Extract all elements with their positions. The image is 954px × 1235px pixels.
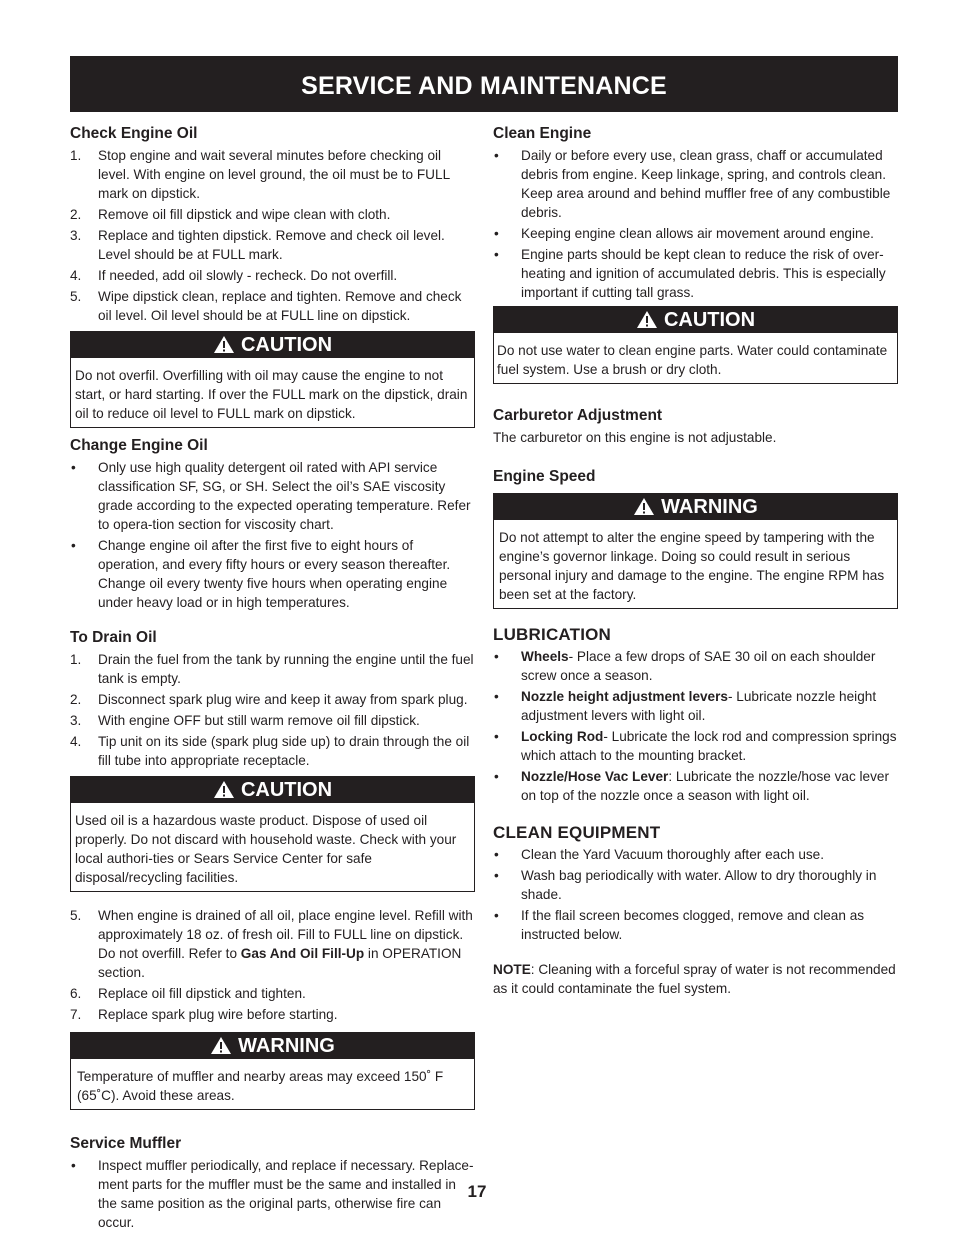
section-clean-equipment [493,823,898,944]
bullet: • [71,460,76,475]
item-number: 7. [70,1007,82,1022]
item-number: 1. [70,652,82,667]
item-number: 5. [70,908,82,923]
item-number: 2. [70,692,82,707]
item-text: : Lubricate the nozzle/hose vac lever on top of the nozzle once a season with light oil. [521,769,889,803]
bullet: • [494,689,499,704]
page-number: 17 [467,1182,487,1201]
drain-oil-list-continued [70,906,475,1024]
cross-reference: Gas And Oil Fill-Up [240,946,365,961]
note-label: NOTE [493,962,531,977]
item-text: Daily or before every use, clean grass, chaff or accumulated debris from engine. Keep linkage, spring, and controls clean. Keep area around and behind muffler free of any combustible debris. [521,148,891,220]
item-text: in OPERATION section. [98,946,462,980]
section-check-engine-oil [70,124,475,325]
section-carburetor [493,406,898,447]
left-column [70,124,475,1234]
warning-triangle-icon [636,310,658,336]
note-text: : Cleaning with a forceful spray of water is not recommended as it could contaminate the fuel system. [493,962,896,996]
warning-triangle-icon [213,335,235,361]
warning-triangle-icon [633,497,655,523]
section-change-engine-oil [70,436,475,612]
item-text: Wash bag periodically with water. Allow to dry thoroughly in shade. [521,868,877,902]
section-title: Carburetor Adjustment [493,407,663,424]
bullet: • [494,908,499,923]
list-item [493,767,898,805]
note-paragraph [493,960,898,998]
list-item [70,984,475,1003]
item-text: Replace and tighten dipstick. Remove and check oil level. Level should be at FULL mark. [98,228,445,262]
item-term: Nozzle/Hose Vac Lever [521,769,669,784]
item-text: Inspect muffler periodically, and replace if necessary. Replace-ment parts for the muffler must be the same and installed in the same position as the original parts, otherwise fire can occur. [98,1158,474,1230]
item-text: Disconnect spark plug wire and keep it away from spark plug. [98,692,468,707]
change-oil-list [70,458,475,612]
section-title: LUBRICATION [493,625,612,644]
item-text: Change engine oil after the first five to eight hours of operation, and every fifty hours or every season thereafter. Change oil every twenty five hours when operating engine under heavy load or in high temperatures. [98,538,451,610]
caution-header [494,307,897,333]
check-oil-list [70,146,475,325]
list-item [493,224,898,243]
caution-header [71,332,474,358]
list-item [493,647,898,685]
warning-box-muffler [70,1032,475,1110]
item-number: 1. [70,148,82,163]
section-title: CLEAN EQUIPMENT [493,823,661,842]
list-item [70,1005,475,1024]
section-title: Check Engine Oil [70,125,198,142]
section-title: Change Engine Oil [70,437,208,454]
item-text: Stop engine and wait several minutes before checking oil level. With engine on level ground, the oil must be to FULL mark on dipstick. [98,148,450,201]
bullet: • [494,769,499,784]
warning-label: WARNING [238,1035,335,1057]
warning-header [494,494,897,520]
item-text: Keeping engine clean allows air movement around engine. [521,226,874,241]
right-column [493,124,898,998]
drain-oil-list [70,650,475,770]
item-text: Replace oil fill dipstick and tighten. [98,986,306,1001]
bullet: • [494,868,499,883]
item-term: Locking Rod [521,729,604,744]
page-title: SERVICE AND MAINTENANCE [301,72,667,100]
section-title: Service Muffler [70,1135,182,1152]
item-text: When engine is drained of all oil, place engine level. Refill with approximately 18 oz. of fresh oil. Fill to FULL line on dipstick. Do not overfill. Refer to [98,908,473,961]
warning-header [71,1033,474,1059]
bullet: • [494,226,499,241]
item-number: 4. [70,734,82,749]
caution-label: CAUTION [240,779,333,801]
bullet: • [494,847,499,862]
item-text: Drain the fuel from the tank by running the engine until the fuel tank is empty. [98,652,474,686]
caution-header [71,777,474,803]
item-text: - Lubricate nozzle height adjustment levers with light oil. [521,689,877,723]
item-number: 6. [70,986,82,1001]
item-term: Wheels [521,649,569,664]
item-text: Wipe dipstick clean, replace and tighten. Remove and check oil level. Oil level should be at FULL line on dipstick. [98,289,462,323]
item-text: With engine OFF but still warm remove oil fill dipstick. [98,713,420,728]
item-term: Nozzle height adjustment levers [521,689,728,704]
warning-box-engine-speed [493,493,898,609]
section-title: Clean Engine [493,125,592,142]
list-item [70,536,475,612]
list-item [70,146,475,203]
bullet: • [494,247,499,262]
item-text: Engine parts should be kept clean to reduce the risk of over-heating and ignition of accumulated debris. This is especially important if cutting tall grass. [521,247,886,300]
section-drain-oil [70,628,475,770]
item-number: 3. [70,713,82,728]
list-item [70,205,475,224]
list-item [70,732,475,770]
bullet: • [71,1158,76,1173]
list-item [70,458,475,534]
item-text: If needed, add oil slowly - recheck. Do not overfill. [98,268,398,283]
list-item [493,866,898,904]
list-item [70,906,475,982]
section-clean-engine [493,124,898,302]
caution-text: Do not use water to clean engine parts. Water could contaminate fuel system. Use a brush or dry cloth. [497,343,888,377]
list-item [493,727,898,765]
section-title: To Drain Oil [70,629,157,646]
caution-label: CAUTION [663,309,756,331]
list-item [493,146,898,222]
warning-text: Temperature of muffler and nearby areas may exceed 150˚ F (65˚C). Avoid these areas. [77,1069,444,1103]
lubrication-list [493,647,898,805]
list-item [70,266,475,285]
bullet: • [494,729,499,744]
bullet: • [71,538,76,553]
item-text: Clean the Yard Vacuum thoroughly after each use. [521,847,825,862]
warning-triangle-icon [210,1036,232,1062]
warning-label: WARNING [661,496,758,518]
section-lubrication [493,625,898,805]
caution-box-water [493,306,898,384]
item-text: Tip unit on its side (spark plug side up) to drain through the oil fill tube into appropriate receptacle. [98,734,470,768]
list-item [493,687,898,725]
section-engine-speed [493,467,898,486]
list-item [70,650,475,688]
clean-equipment-list [493,845,898,944]
section-title: Engine Speed [493,468,596,485]
item-text: Remove oil fill dipstick and wipe clean with cloth. [98,207,391,222]
clean-engine-list [493,146,898,302]
item-number: 4. [70,268,82,283]
list-item [70,711,475,730]
item-text: - Place a few drops of SAE 30 oil on each shoulder screw once a season. [521,649,876,683]
bullet: • [494,148,499,163]
warning-triangle-icon [213,780,235,806]
caution-text: Do not overfil. Overfilling with oil may cause the engine to not start, or hard starting. If over the FULL mark on the dipstick, drain oil to reduce oil level to FULL mark on dipstick. [75,368,468,421]
caution-text: Used oil is a hazardous waste product. Dispose of used oil properly. Do not discard with household waste. Check with your local authori-ties or Sears Service Center for safe disposal/recycling facilities. [75,813,457,885]
item-text: Only use high quality detergent oil rated with API service classification SF, SG, or SH. Select the oil’s SAE viscosity grade according to the expected operating temperature. Refer to opera-tion section for viscosity chart. [98,460,471,532]
list-item [493,245,898,302]
item-text: - Lubricate the lock rod and compression springs which attach to the mounting bracket. [521,729,897,763]
list-item [70,690,475,709]
carburetor-text: The carburetor on this engine is not adjustable. [493,430,777,445]
page-banner [70,56,898,112]
warning-text: Do not attempt to alter the engine speed by tampering with the engine’s governor linkage. Doing so could result in serious personal injury and damage to the engine. The engine RPM has been set at the factory. [499,530,885,602]
caution-box-overfill [70,331,475,428]
caution-label: CAUTION [240,334,333,356]
item-number: 5. [70,289,82,304]
list-item [70,226,475,264]
list-item [493,845,898,864]
item-number: 2. [70,207,82,222]
list-item [493,906,898,944]
item-text: Replace spark plug wire before starting. [98,1007,338,1022]
item-text: If the flail screen becomes clogged, remove and clean as instructed below. [521,908,865,942]
list-item [70,287,475,325]
bullet: • [494,649,499,664]
item-number: 3. [70,228,82,243]
caution-box-used-oil [70,776,475,892]
